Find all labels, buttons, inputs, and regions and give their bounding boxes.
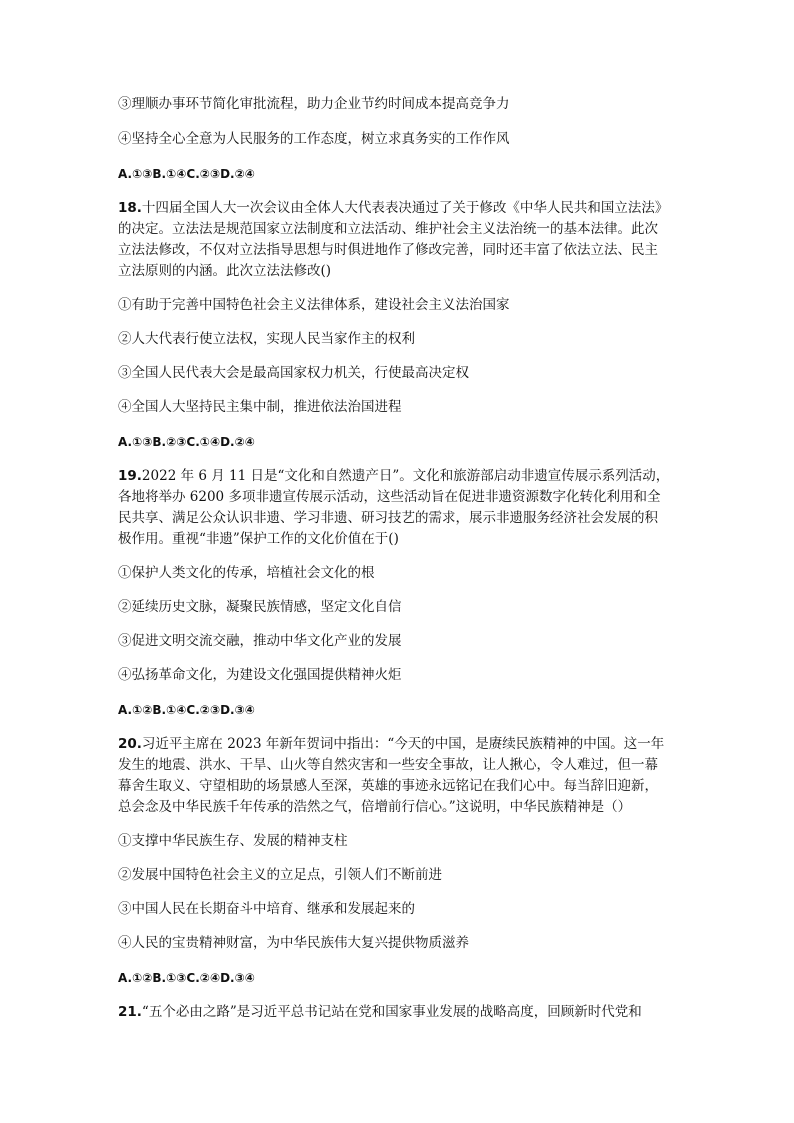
q18-stem-text: 十四届全国人大一次会议由全体人大代表表决通过了关于修改《中华人民共和国立法法》	[141, 200, 669, 216]
q19-stem-line-4: 极作用。重视“非遗”保护工作的文化价值在于()	[118, 531, 399, 547]
q18-stem-line-1	[118, 198, 668, 218]
q20-stem-text: 习近平主席在 2023 年新年贺词中指出：“今天的中国，是赓续民族精神的中国。这一年	[141, 736, 665, 752]
q19-stem-line-2: 各地将举办 6200 多项非遗宣传展示活动，这些活动旨在促进非遗资源数字化转化利用和全	[118, 489, 661, 505]
q20-stem-line-3: 幕舍生取义、守望相助的场景感人至深，英雄的事迹永远铭记在我们心中。每当辞旧迎新，	[118, 778, 658, 794]
q19-option-3: ③促进文明交流交融，推动中华文化产业的发展	[118, 633, 402, 649]
q17-option-3: ③理顺办事环节简化审批流程，助力企业节约时间成本提高竞争力	[118, 96, 510, 112]
q18-answer-choices: A.①③B.②③C.①④D.②④	[118, 435, 255, 449]
q18-option-3: ③全国人民代表大会是最高国家权力机关，行使最高决定权	[118, 365, 469, 381]
q18-number: 18.	[118, 200, 142, 216]
q20-stem-line-4: 总会念及中华民族千年传承的浩然之气，倍增前行信心。”这说明，中华民族精神是（）	[118, 799, 632, 815]
q20-stem-line-2: 发生的地震、洪水、干旱、山火等自然灾害和一些安全事故，让人揪心，令人难过，但一幕	[118, 757, 658, 773]
q19-option-4: ④弘扬革命文化，为建设文化强国提供精神火炬	[118, 667, 402, 683]
q19-answer-choices: A.①②B.①④C.②③D.③④	[118, 703, 255, 717]
q20-option-2: ②发展中国特色社会主义的立足点，引领人们不断前进	[118, 867, 442, 883]
q18-stem-line-2: 的决定。立法法是规范国家立法制度和立法活动、维护社会主义法治统一的基本法律。此次	[118, 221, 658, 237]
q18-option-1: ①有助于完善中国特色社会主义法律体系，建设社会主义法治国家	[118, 297, 510, 313]
q19-option-2: ②延续历史文脉，凝聚民族情感，坚定文化自信	[118, 599, 402, 615]
q19-stem-line-3: 民共享、满足公众认识非遗、学习非遗、研习技艺的需求，展示非遗服务经济社会发展的积	[118, 510, 658, 526]
q19-stem-line-1	[118, 466, 669, 486]
q19-stem-text: 2022 年 6 月 11 日是“文化和自然遗产日”。文化和旅游部启动非遗宣传展示系列活动，	[141, 468, 670, 484]
q20-option-1: ①支撑中华民族生存、发展的精神支柱	[118, 833, 348, 849]
q18-stem-line-4: 立法原则的内涵。此次立法法修改()	[118, 263, 332, 279]
q21-number: 21.	[118, 1004, 142, 1020]
q20-stem-line-1	[118, 734, 664, 754]
q19-number: 19.	[118, 468, 142, 484]
q18-option-4: ④全国人大坚持民主集中制，推进依法治国进程	[118, 399, 402, 415]
q18-stem-line-3: 立法法修改，不仅对立法指导思想与时俱进地作了修改完善，同时还丰富了依法立法、民主	[118, 242, 658, 258]
q17-option-4: ④坚持全心全意为人民服务的工作态度，树立求真务实的工作作风	[118, 131, 510, 147]
q21-stem-text: “五个必由之路”是习近平总书记站在党和国家事业发展的战略高度，回顾新时代党和	[141, 1004, 642, 1020]
q17-answer-choices: A.①③B.①④C.②③D.②④	[118, 167, 255, 181]
q20-option-4: ④人民的宝贵精神财富，为中华民族伟大复兴提供物质滋养	[118, 935, 469, 951]
q19-option-1: ①保护人类文化的传承，培植社会文化的根	[118, 565, 375, 581]
q20-number: 20.	[118, 736, 142, 752]
q20-answer-choices: A.①②B.①③C.②④D.③④	[118, 971, 255, 985]
q18-option-2: ②人大代表行使立法权，实现人民当家作主的权利	[118, 331, 415, 347]
q21-stem-line-1	[118, 1002, 642, 1022]
q20-option-3: ③中国人民在长期奋斗中培育、继承和发展起来的	[118, 901, 415, 917]
